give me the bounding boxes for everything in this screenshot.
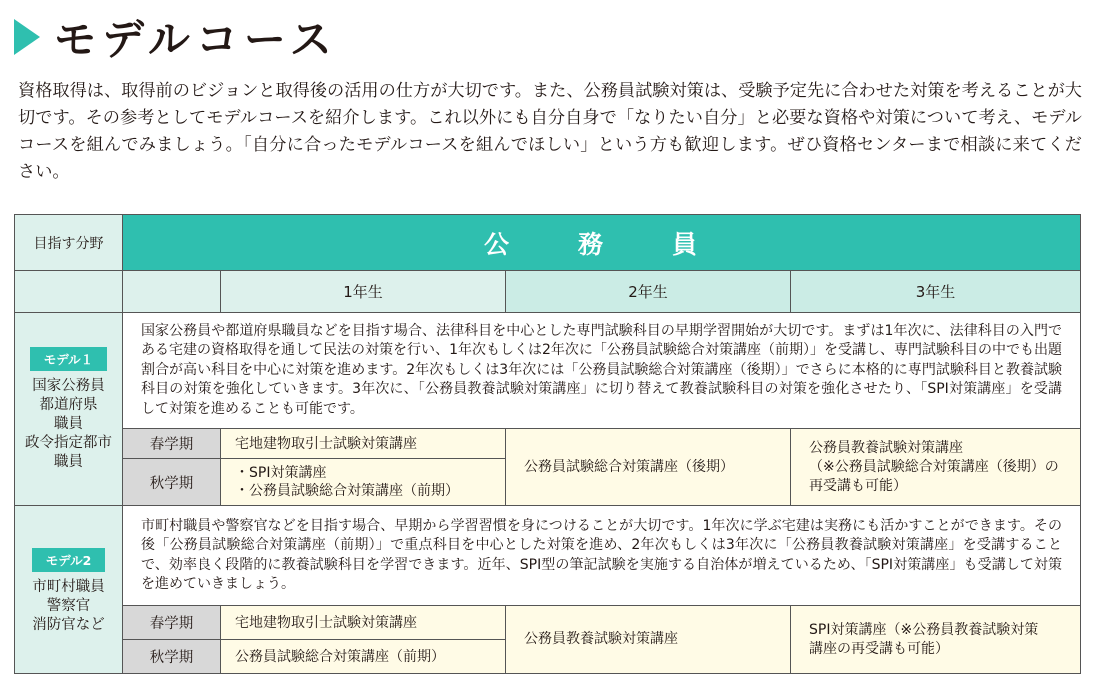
model-1-target: 国家公務員	[32, 378, 105, 394]
intro-paragraph: 資格取得は、取得前のビジョンと取得後の活用の仕方が大切です。また、公務員試験対策は、受験予定先に合わせた対策を考えることが大切です。その参考としてモデルコースを紹介します。これ以外にも自分自身で「なりたい自分」と必要な資格や対策について考え、モデルコースを組んでみましょう。「自分に合ったモデルコースを組んでほしい」という方も歓迎します。ぜひ資格センターまで相談に来てください。	[18, 81, 1082, 182]
model-1-spring-label: 春学期	[123, 429, 221, 459]
year-row-blank	[15, 271, 123, 313]
year-2-header: 2年生	[506, 271, 791, 313]
model-1-target: 職員	[54, 416, 83, 432]
model-2-y3-line: SPI対策講座（※公務員教養試験対策	[809, 621, 1039, 638]
model-1-y3-line: （※公務員試験総合対策講座（後期）の	[809, 458, 1059, 475]
field-label: 目指す分野	[15, 215, 123, 271]
model-2-target: 市町村職員	[32, 579, 105, 595]
model-1-y3-line: 再受講も可能）	[809, 477, 907, 494]
model-2-cell	[15, 506, 123, 674]
model-1-cell	[15, 313, 123, 506]
model-1-fall-item: ・SPI対策講座	[235, 465, 327, 481]
model-course-table	[14, 214, 1081, 674]
model-2-target: 消防官など	[32, 617, 105, 633]
model-1-spring-y1: 宅地建物取引士試験対策講座	[221, 429, 506, 459]
model-2-y2: 公務員教養試験対策講座	[506, 606, 791, 674]
model-1-description-row	[15, 313, 1081, 429]
model-1-target: 都道府県	[39, 397, 98, 413]
model-2-spring-label: 春学期	[123, 606, 221, 640]
page-header	[14, 12, 338, 62]
model-2-y3	[791, 606, 1081, 674]
model-1-badge: モデル１	[30, 347, 107, 371]
model-2-y3-line: 講座の再受講も可能）	[809, 640, 949, 657]
field-value: 公 務 員	[123, 215, 1081, 271]
model-1-target: 政令指定都市	[25, 435, 112, 451]
header-row	[15, 215, 1081, 271]
model-1-targets	[15, 377, 122, 472]
model-2-target: 警察官	[46, 598, 91, 614]
model-1-fall-label: 秋学期	[123, 459, 221, 506]
year-3-header: 3年生	[791, 271, 1081, 313]
model-1-y3	[791, 429, 1081, 506]
model-2-badge: モデル2	[32, 548, 106, 572]
model-1-fall-item: ・公務員試験総合対策講座（前期）	[235, 483, 459, 499]
model-1-target: 職員	[54, 454, 83, 470]
model-1-y3-line: 公務員教養試験対策講座	[809, 439, 963, 456]
model-2-description: 市町村職員や警察官などを目指す場合、早期から学習習慣を身につけることが大切です。1年次に学ぶ宅建は実務にも活かすことができます。その後「公務員試験総合対策講座（前期）」で重点科目を中心とした対策を進め、2年次もしくは3年次に「公務員教養試験対策講座」を受講することで、効率良く段階的に教養試験科目を学習できます。近年、SPI型の筆記試験を実施する自治体が増えているため、「SPI対策講座」も受講して対策を進めていきましょう。	[123, 506, 1081, 606]
model-2-fall-label: 秋学期	[123, 640, 221, 674]
model-1-fall-y1	[221, 459, 506, 506]
year-row-blank-2	[123, 271, 221, 313]
model-2-spring-y1: 宅地建物取引士試験対策講座	[221, 606, 506, 640]
triangle-marker-icon	[14, 19, 40, 55]
year-row	[15, 271, 1081, 313]
year-1-header: 1年生	[221, 271, 506, 313]
model-1-y2: 公務員試験総合対策講座（後期）	[506, 429, 791, 506]
model-1-description: 国家公務員や都道府県職員などを目指す場合、法律科目を中心とした専門試験科目の早期学習開始が大切です。まずは1年次に、法律科目の入門である宅建の資格取得を通して民法の対策を行い、1年次もしくは2年次に「公務員試験総合対策講座（前期）」を受講し、専門試験科目の中でも出題割合が高い科目を中心に対策を進めます。2年次もしくは3年次には「公務員試験総合対策講座（後期）」でさらに本格的に専門試験科目と教養試験科目の対策を強化していきます。3年次に、「公務員教養試験対策講座」に切り替えて教養試験科目の対策を強化させたり、「SPI対策講座」を受講して対策を進めることも可能です。	[123, 313, 1081, 429]
model-1-spring-row	[15, 429, 1081, 459]
model-2-spring-row	[15, 606, 1081, 640]
model-2-fall-y1: 公務員試験総合対策講座（前期）	[221, 640, 506, 674]
model-2-description-row	[15, 506, 1081, 606]
model-2-targets	[15, 578, 122, 635]
page-title: モデルコース	[54, 15, 338, 64]
